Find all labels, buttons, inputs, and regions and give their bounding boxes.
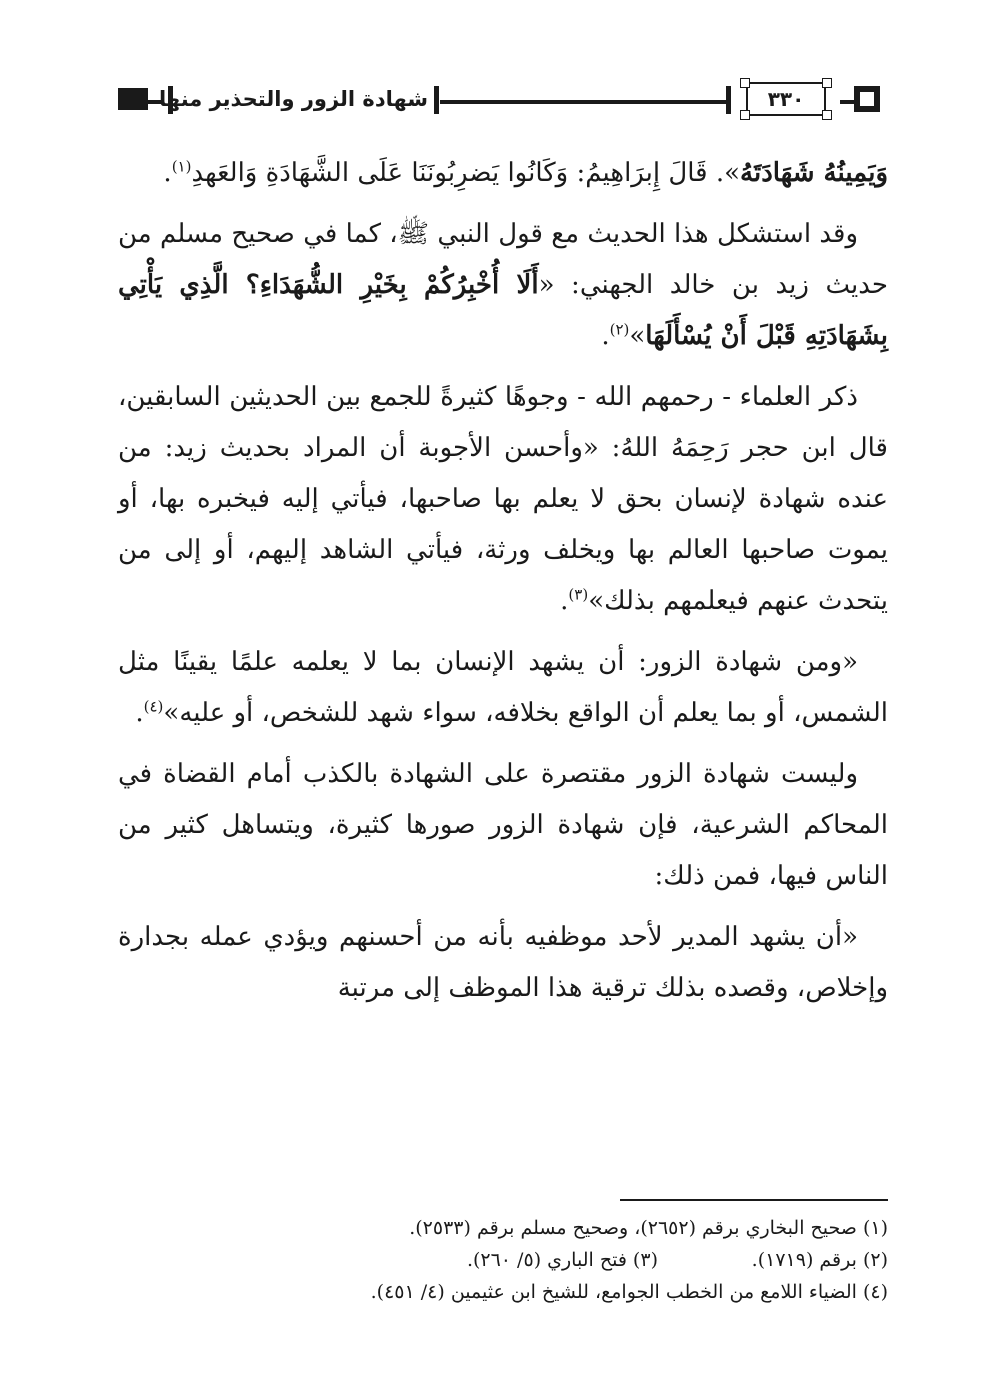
footnote-row (118, 1244, 888, 1276)
footnote-separator (620, 1199, 888, 1201)
header-rule (840, 100, 854, 104)
header-divider-bar (726, 86, 731, 114)
bold-hadith-text: وَيَمِينُهُ شَهَادَتَهُ (740, 158, 888, 188)
running-header (110, 78, 890, 128)
footnote-ref: (٢) (609, 320, 630, 339)
paragraph-text: «أن يشهد المدير لأحد موظفيه بأنه من أحسنهم ويؤدي عمله بجدارة وإخلاص، وقصده بذلك ترقية هذا الموظف إلى مرتبة (118, 922, 888, 1003)
header-ornament-left (118, 88, 148, 110)
footnote-2: (٢) برقم (١٧١٩). (751, 1249, 888, 1271)
footnote-4: (٤) الضياء اللامع من الخطب الجوامع، للشيخ ابن عثيمين (٤/ ٤٥١). (370, 1281, 888, 1303)
paragraph-4 (118, 637, 888, 739)
footnote-3: (٣) فتح الباري (٥/ ٢٦٠). (466, 1249, 658, 1271)
quote-close: » (629, 321, 646, 351)
page-number: ٣٣٠ (751, 86, 821, 112)
paragraph-end: . (560, 586, 569, 616)
page-number-frame (732, 78, 840, 122)
paragraph-2 (118, 209, 888, 362)
footnote-ref: (٤) (143, 697, 164, 716)
paragraph-text: وقد استشكل هذا الحديث مع قول النبي ﷺ، كما في صحيح مسلم من حديث زيد بن خالد الجهني: « (118, 219, 888, 300)
paragraph-text: ». قَالَ إِبرَاهِيمُ: وَكَانُوا يَضرِبُونَنَا عَلَى الشَّهَادَةِ وَالعَهدِ (191, 158, 741, 188)
paragraph-5 (118, 749, 888, 902)
paragraph-1 (118, 148, 888, 199)
paragraph-3 (118, 372, 888, 627)
header-divider-bar (434, 86, 439, 114)
paragraph-text: «ومن شهادة الزور: أن يشهد الإنسان بما لا يعلمه علمًا يقينًا مثل الشمس، أو بما يعلم أن الواقع بخلافه، سواء شهد للشخص، أو عليه» (118, 647, 888, 728)
footnote-ref: (٣) (568, 585, 589, 604)
page-body (118, 148, 888, 1024)
paragraph-end: . (601, 321, 610, 351)
paragraph-6 (118, 912, 888, 1014)
footnote-ref: (١) (171, 157, 192, 176)
paragraph-text: ذكر العلماء - رحمهم الله - وجوهًا كثيرةً للجمع بين الحديثين السابقين، قال ابن حجر رَحِمَهُ اللهُ: «وأحسن الأجوبة أن المراد بحديث زيد: من عنده شهادة لإنسان بحق لا يعلم بها صاحبها، فيأتي إليه فيخبره بها، أو يموت صاحبها العالم بها ويخلف ورثة، فيأتي الشاهد إليهم، أو إلى من يتحدث عنهم فيعلمهم بذلك» (118, 382, 888, 616)
paragraph-end: . (135, 698, 144, 728)
bold-hadith-text: أَلَا أُخْبِرُكُمْ بِخَيْرِ الشُّهَدَاءِ؟ الَّذِي يَأْتِي بِشَهَادَتِهِ قَبْلَ أَنْ يُسْأَلَهَا (118, 270, 888, 351)
paragraph-end: . (163, 158, 172, 188)
header-rule (440, 100, 726, 104)
paragraph-text: وليست شهادة الزور مقتصرة على الشهادة بالكذب أمام القضاة في المحاكم الشرعية، فإن شهادة الزور صورها كثيرة، ويتساهل كثير من الناس فيها، فمن ذلك: (118, 759, 888, 891)
header-ornament-right (854, 86, 880, 112)
footnote-1: (١) صحيح البخاري برقم (٢٦٥٢)، وصحيح مسلم برقم (٢٥٣٣). (409, 1217, 888, 1239)
header-title: شهادة الزور والتحذير منها (158, 87, 428, 111)
footnotes (118, 1212, 888, 1308)
